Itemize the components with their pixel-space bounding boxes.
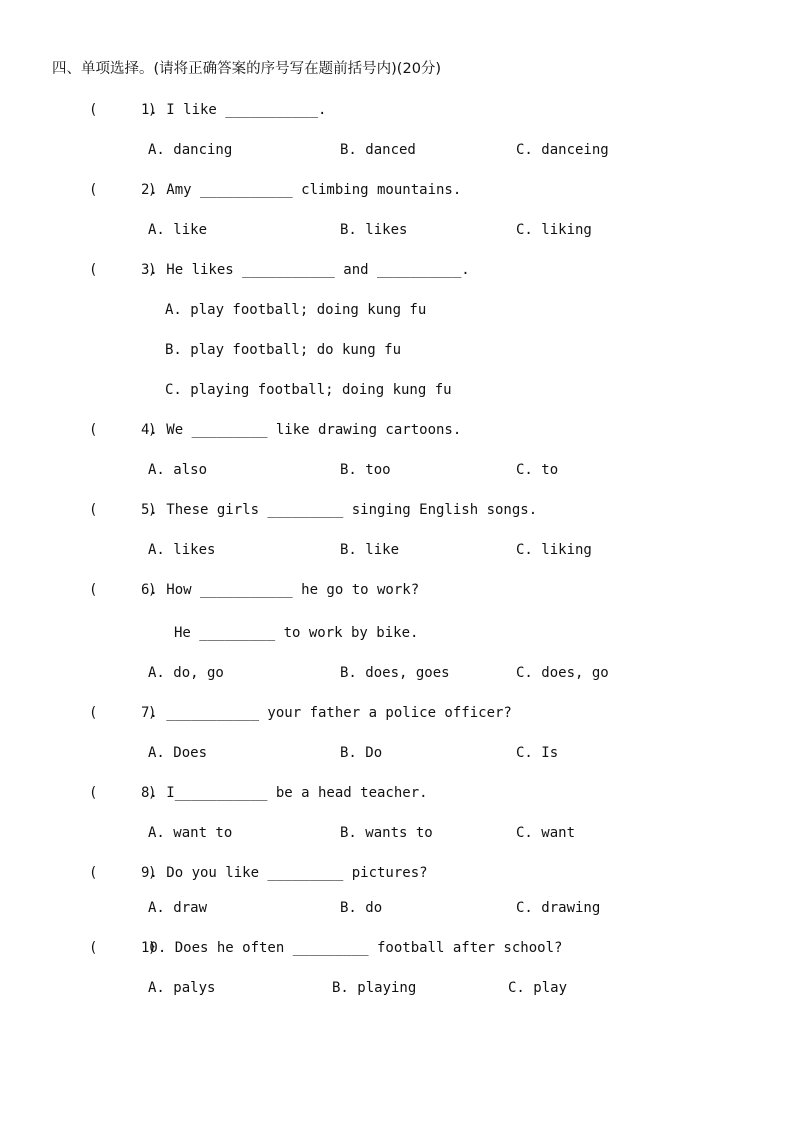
answer-bracket[interactable]: ( ) (89, 182, 157, 198)
answer-bracket[interactable]: ( ) (89, 705, 157, 721)
option-a: A. play football; doing kung fu (165, 302, 427, 318)
answer-bracket[interactable]: ( ) (89, 582, 157, 598)
option-a: A. Does (148, 745, 208, 761)
option-b: B. too (340, 462, 391, 478)
option-c: C. to (516, 462, 559, 478)
option-c: C. liking (516, 542, 592, 558)
option-a: A. dancing (148, 142, 233, 158)
option-c: C. want (516, 825, 576, 841)
question-stem: 3. He likes ___________ and __________. (141, 262, 470, 278)
question-stem: 8. I___________ be a head teacher. (141, 785, 428, 801)
option-b: B. play football; do kung fu (165, 342, 402, 358)
answer-bracket[interactable]: ( ) (89, 262, 157, 278)
question-stem: 10. Does he often _________ football after school? (141, 940, 563, 956)
option-a: A. palys (148, 980, 216, 996)
answer-bracket[interactable]: ( ) (89, 940, 157, 956)
option-a: A. do, go (148, 665, 224, 681)
option-c: C. danceing (516, 142, 609, 158)
option-a: A. also (148, 462, 208, 478)
option-c: C. play (508, 980, 568, 996)
option-b: B. playing (332, 980, 417, 996)
answer-bracket[interactable]: ( ) (89, 865, 157, 881)
option-c: C. does, go (516, 665, 609, 681)
question-stem: 4. We _________ like drawing cartoons. (141, 422, 462, 438)
option-b: B. Do (340, 745, 383, 761)
option-b: B. does, goes (340, 665, 450, 681)
option-c: C. Is (516, 745, 559, 761)
question-stem: 1. I like ___________. (141, 102, 327, 118)
question-stem: 6. How ___________ he go to work? (141, 582, 420, 598)
question-stem: 9. Do you like _________ pictures? (141, 865, 428, 881)
option-c: C. liking (516, 222, 592, 238)
option-b: B. likes (340, 222, 408, 238)
option-c: C. drawing (516, 900, 601, 916)
option-b: B. like (340, 542, 400, 558)
option-b: B. wants to (340, 825, 433, 841)
option-b: B. danced (340, 142, 416, 158)
answer-bracket[interactable]: ( ) (89, 502, 157, 518)
answer-bracket[interactable]: ( ) (89, 785, 157, 801)
question-sub-line: He _________ to work by bike. (174, 625, 419, 641)
option-a: A. like (148, 222, 208, 238)
option-a: A. likes (148, 542, 216, 558)
question-stem: 7. ___________ your father a police officer? (141, 705, 512, 721)
option-a: A. draw (148, 900, 208, 916)
option-a: A. want to (148, 825, 233, 841)
answer-bracket[interactable]: ( ) (89, 102, 157, 118)
question-stem: 5. These girls _________ singing English songs. (141, 502, 538, 518)
section-heading: 四、单项选择。(请将正确答案的序号写在题前括号内)(20分) (52, 61, 442, 77)
answer-bracket[interactable]: ( ) (89, 422, 157, 438)
option-b: B. do (340, 900, 383, 916)
option-c: C. playing football; doing kung fu (165, 382, 452, 398)
question-stem: 2. Amy ___________ climbing mountains. (141, 182, 462, 198)
